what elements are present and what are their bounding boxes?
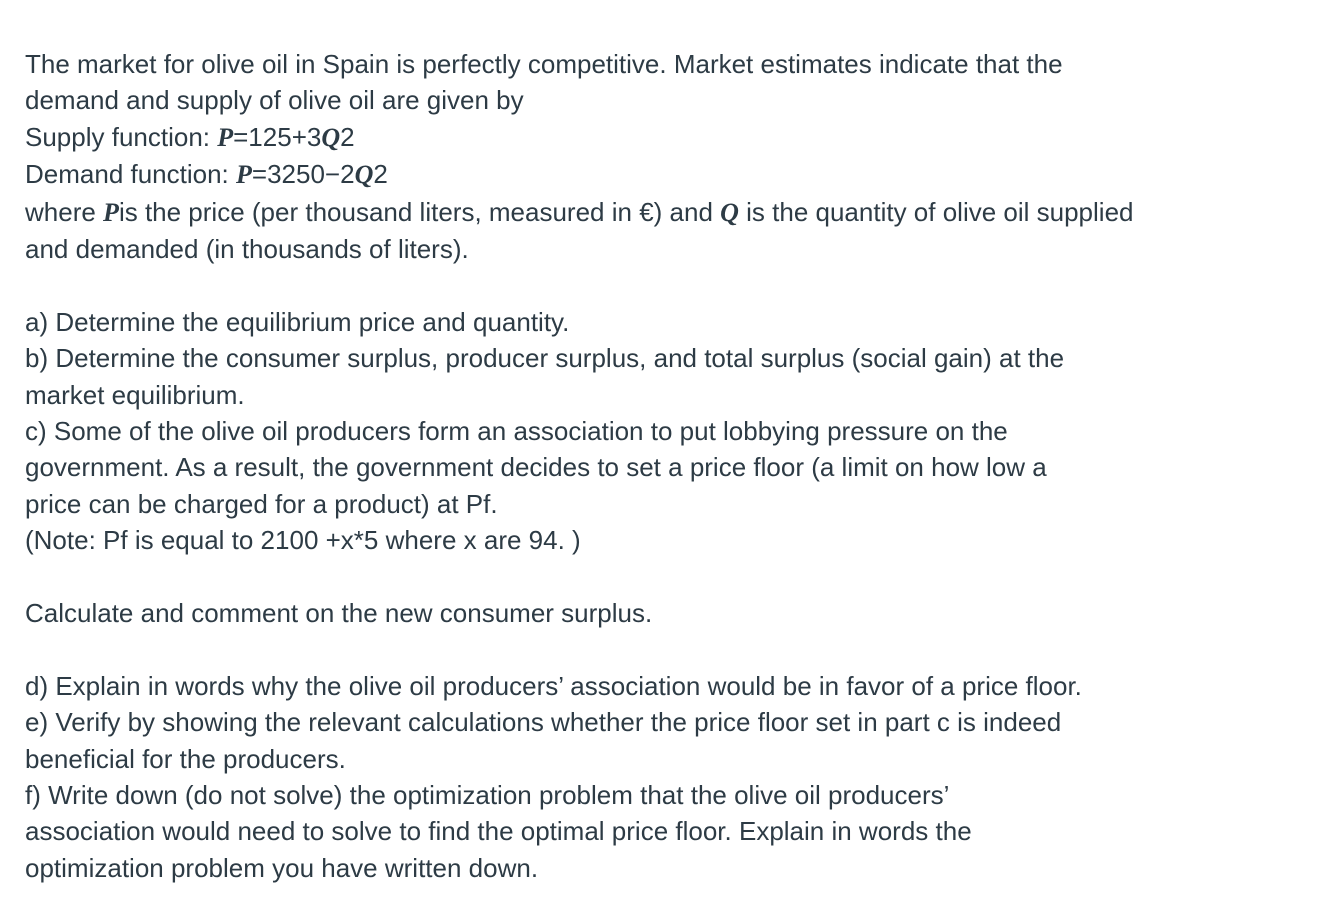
supply-label: Supply function: bbox=[25, 121, 218, 152]
question-b-line-2: market equilibrium. bbox=[25, 379, 245, 410]
demand-tail: 2 bbox=[373, 159, 388, 190]
question-f-line-1: f) Write down (do not solve) the optimization problem that the olive oil producers’ bbox=[25, 780, 950, 811]
where-mid: is the price (per thousand liters, measured in €) and bbox=[118, 196, 721, 227]
supply-var-p: P bbox=[217, 122, 234, 152]
where-pre: where bbox=[25, 196, 104, 227]
supply-tail: 2 bbox=[340, 121, 355, 152]
question-c-instruction: Calculate and comment on the new consumer surplus. bbox=[25, 598, 653, 629]
spacer bbox=[25, 267, 1325, 303]
question-f-line-2: association would need to solve to find the optimal price floor. Explain in words the bbox=[25, 816, 972, 847]
supply-var-q: Q bbox=[321, 122, 341, 152]
question-e-line-1: e) Verify by showing the relevant calculations whether the price floor set in part c is indeed bbox=[25, 707, 1062, 738]
supply-function bbox=[25, 119, 1325, 156]
supply-equation: =125+3 bbox=[233, 121, 322, 152]
where-line-2: and demanded (in thousands of liters). bbox=[25, 234, 469, 265]
question-c-line-1: c) Some of the olive oil producers form an association to put lobbying pressure on the bbox=[25, 416, 1008, 447]
where-post: is the quantity of olive oil supplied bbox=[738, 196, 1134, 227]
intro-line-1: The market for olive oil in Spain is perfectly competitive. Market estimates indicate that the bbox=[25, 49, 1063, 79]
demand-var-q: Q bbox=[354, 160, 374, 190]
question-c-line-2: government. As a result, the government decides to set a price floor (a limit on how low a bbox=[25, 452, 1047, 483]
spacer bbox=[25, 559, 1325, 595]
demand-label: Demand function: bbox=[25, 159, 237, 190]
question-e-line-2: beneficial for the producers. bbox=[25, 743, 346, 774]
question-c-note: (Note: Pf is equal to 2100 +x*5 where x are 94. ) bbox=[25, 525, 581, 556]
question-d: d) Explain in words why the olive oil producers’ association would be in favor of a price floor. bbox=[25, 670, 1082, 701]
demand-var-p: P bbox=[236, 160, 252, 190]
demand-function bbox=[25, 156, 1325, 193]
where-var-q: Q bbox=[720, 197, 739, 227]
spacer bbox=[25, 631, 1325, 667]
problem-text bbox=[25, 46, 1325, 886]
question-b-line-1: b) Determine the consumer surplus, producer surplus, and total surplus (social gain) at the bbox=[25, 343, 1065, 374]
where-line-1 bbox=[25, 194, 1325, 231]
question-c-line-3: price can be charged for a product) at Pf. bbox=[25, 488, 498, 519]
intro-line-2: demand and supply of olive oil are given by bbox=[25, 85, 524, 116]
question-a: a) Determine the equilibrium price and quantity. bbox=[25, 306, 570, 337]
where-var-p: P bbox=[103, 197, 119, 227]
question-f-line-3: optimization problem you have written down. bbox=[25, 852, 539, 883]
demand-equation: =3250−2 bbox=[251, 159, 355, 190]
